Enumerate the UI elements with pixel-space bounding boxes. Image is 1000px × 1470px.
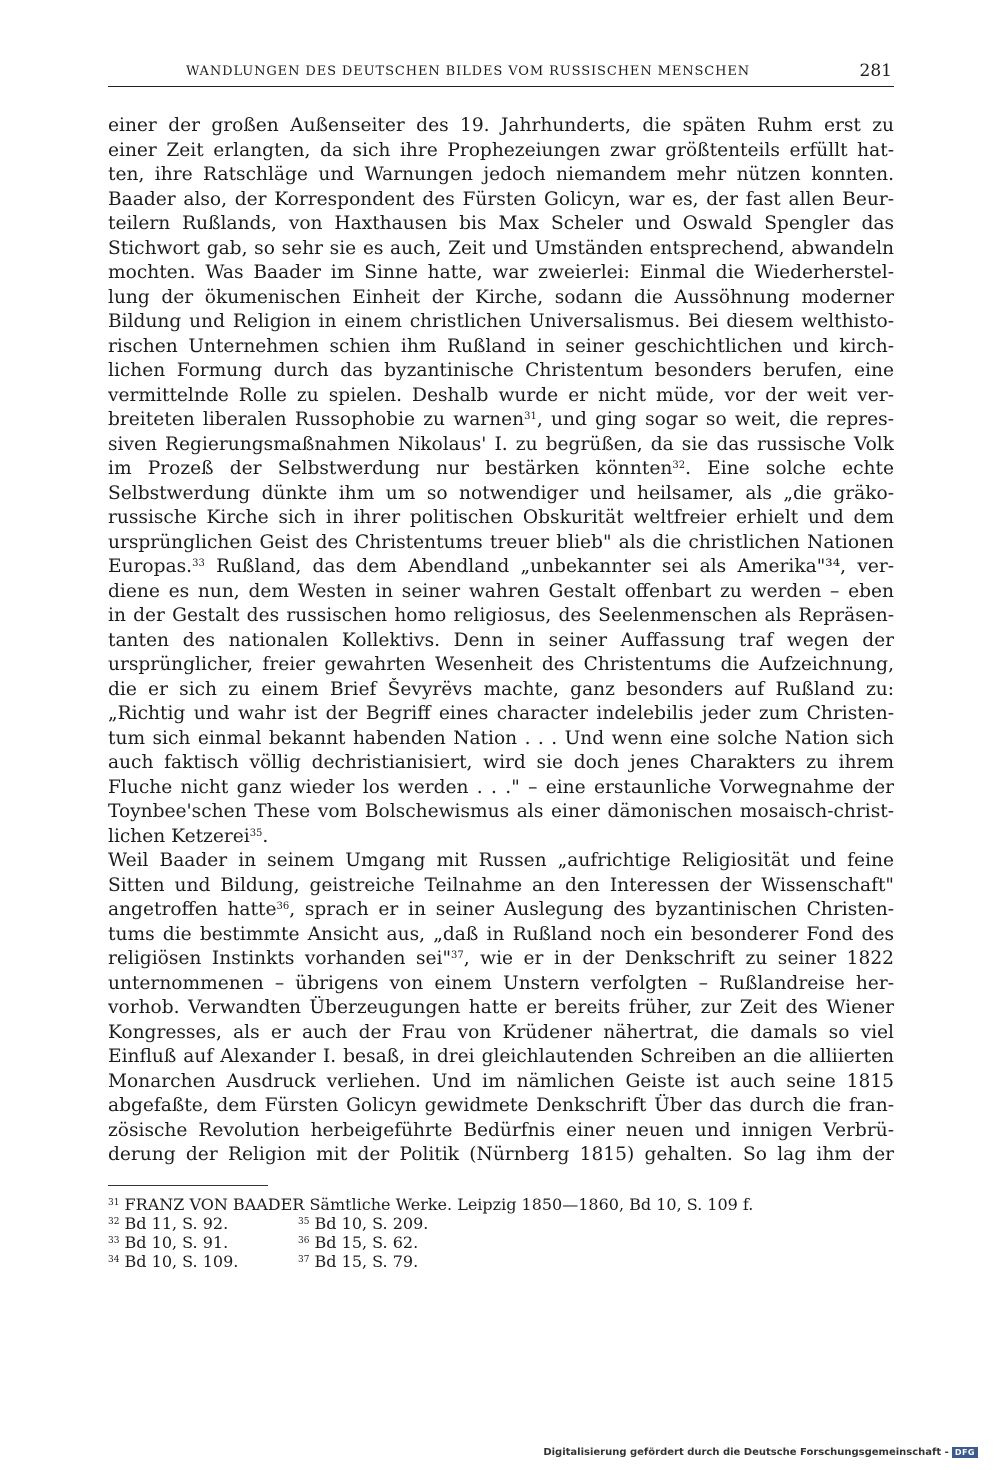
- text-line: auch faktisch völlig dechristianisiert, wird sie doch jenes Charakters zu ihrem: [108, 752, 894, 773]
- footnote-number: 34: [108, 1255, 120, 1265]
- text-line: Selbstwerdung dünkte ihm um so notwendiger und heilsamer, als „die gräko-: [108, 482, 894, 504]
- footnote-text: Bd 15, S. 79.: [314, 1252, 419, 1271]
- text-line: tums die bestimmte Ansicht aus, „daß in Rußland noch ein besonderer Fond des: [108, 923, 894, 945]
- text-line: tanten des nationalen Kollektivs. Denn in seiner Auffassung traf wegen der: [108, 629, 894, 651]
- text-line: breiteten liberalen Russophobie zu warnen$^{31}$, und ging sogar so weit, die repres-: [108, 409, 894, 430]
- footnote-text: FRANZ VON BAADER Sämtliche Werke. Leipzig 1850—1860, Bd 10, S. 109 f.: [124, 1195, 754, 1214]
- text-line: Einfluß auf Alexander I. besaß, in drei gleichlautenden Schreiben an die alliierten: [108, 1046, 894, 1067]
- footnote-row: [108, 1233, 894, 1252]
- footnote-rule: [108, 1185, 268, 1186]
- footnote-text: Bd 10, S. 91.: [124, 1233, 229, 1252]
- page-header: [108, 56, 894, 87]
- text-line: religiösen Instinkts vorhanden sei"$^{37}$, wie er in der Denkschrift zu seiner 1822: [108, 948, 894, 969]
- text-line: lung der ökumenischen Einheit der Kirche, sodann die Aussöhnung moderner: [108, 286, 894, 308]
- text-line: „Richtig und wahr ist der Begriff eines character indelebilis jeder zum Christen-: [108, 703, 894, 724]
- footnote-row: [108, 1214, 894, 1233]
- text-line: ten, ihre Ratschläge und Warnungen jedoch niemandem mehr nützen konnten.: [108, 164, 894, 185]
- text-line: in der Gestalt des russischen homo religiosus, des Seelenmenschen als Repräsen-: [108, 605, 894, 626]
- text-line: Toynbee'schen These vom Bolschewismus als einer dämonischen mosaisch-christ-: [108, 801, 894, 822]
- text-line: Kongresses, als er auch der Frau von Krüdener nähertrat, die damals so viel: [108, 1021, 894, 1043]
- text-line: mochten. Was Baader im Sinne hatte, war zweierlei: Einmal die Wiederherstel-: [108, 262, 894, 283]
- text-line: zösische Revolution herbeigeführte Bedürfnis einer neuen und innigen Verbrü-: [108, 1119, 894, 1141]
- text-line: diene es nun, dem Westen in seiner wahren Gestalt offenbart zu werden – eben: [108, 580, 894, 602]
- text-line: russische Kirche sich in ihrer politischen Obskurität weltfreier erhielt und dem: [108, 507, 894, 528]
- text-line: unternommenen – übrigens von einem Unstern verfolgten – Rußlandreise her-: [108, 972, 894, 994]
- text-line: Sitten und Bildung, geistreiche Teilnahme an den Interessen der Wissenschaft": [108, 874, 894, 896]
- footnote-ref: 35: [249, 827, 263, 839]
- footnote-number: 37: [298, 1255, 310, 1265]
- text-line: vermittelnde Rolle zu spielen. Deshalb wurde er nicht müde, vor der weit ver-: [108, 384, 894, 406]
- text-line: Fluche nicht ganz wieder los werden . . ." – eine erstaunliche Vorwegnahme der: [108, 776, 894, 798]
- text-line: einer der großen Außenseiter des 19. Jahrhunderts, die späten Ruhm erst zu: [108, 115, 894, 136]
- text-line: Bildung und Religion in einem christlichen Universalismus. Bei diesem welthisto-: [108, 311, 894, 332]
- footnote-number: 35: [298, 1217, 310, 1227]
- text-line: Weil Baader in seinem Umgang mit Russen „aufrichtige Religiosität und feine: [108, 850, 894, 871]
- funding-notice: [543, 1447, 978, 1458]
- footnote-number: 36: [298, 1236, 310, 1246]
- text-line: ursprünglicher, freier gewahrten Wesenheit des Christentums die Aufzeichnung,: [108, 654, 894, 675]
- funding-text: Digitalisierung gefördert durch die Deutsche Forschungsgemeinschaft -: [543, 1447, 949, 1458]
- text-line: im Prozeß der Selbstwerdung nur bestärken könnten$^{32}$. Eine solche echte: [108, 458, 894, 479]
- footnote-ref: 37: [451, 950, 464, 961]
- footnote-ref: 31: [524, 411, 537, 422]
- running-head: WANDLUNGEN DES DEUTSCHEN BILDES VOM RUSSISCHEN MENSCHEN: [185, 64, 751, 79]
- text-line: lichen Ketzerei$^{35}$.: [108, 825, 269, 847]
- footnotes: [108, 1195, 894, 1271]
- text-line: lichen Formung durch das byzantinische Christentum besonders berufen, eine: [108, 360, 894, 381]
- text-line: einer Zeit erlangten, da sich ihre Prophezeiungen zwar größtenteils erfüllt hat-: [108, 139, 894, 161]
- text-line: teilern Rußlands, von Haxthausen bis Max Scheler und Oswald Spengler das: [108, 213, 894, 234]
- footnote-text: Bd 15, S. 62.: [314, 1233, 419, 1252]
- footnote-number: 33: [108, 1236, 120, 1246]
- body-text: [108, 114, 894, 1168]
- footnote-ref: 32: [672, 460, 686, 471]
- text-line: Monarchen Ausdruck verliehen. Und im nämlichen Geiste ist auch seine 1815: [108, 1070, 894, 1092]
- footnote-row: [108, 1252, 894, 1271]
- text-line: vorhob. Verwandten Überzeugungen hatte er bereits früher, zur Zeit des Wiener: [108, 997, 894, 1018]
- text-line: Europas.$^{33}$ Rußland, das dem Abendland „unbekannter sei als Amerika"³⁴, ver-: [108, 556, 894, 577]
- footnote-31: [108, 1195, 894, 1214]
- text-line: abgefaßte, dem Fürsten Golicyn gewidmete Denkschrift Über das durch die fran-: [108, 1095, 894, 1116]
- footnote-number: 32: [108, 1217, 120, 1227]
- text-line: die er sich zu einem Brief Ševyrëvs machte, ganz besonders auf Rußland zu:: [108, 678, 894, 700]
- text-line: ursprünglichen Geist des Christentums treuer blieb" als die christlichen Nationen: [108, 531, 894, 553]
- text-line: angetroffen hatte$^{36}$, sprach er in seiner Auslegung des byzantinischen Christen-: [108, 899, 894, 920]
- dfg-logo: DFG: [952, 1447, 978, 1458]
- footnote-text: Bd 10, S. 209.: [314, 1214, 429, 1233]
- footnote-text: Bd 11, S. 92.: [124, 1214, 229, 1233]
- text-line: Stichwort gab, so sehr sie es auch, Zeit und Umständen entsprechend, abwandeln: [108, 237, 894, 259]
- footnote-ref: 33: [192, 558, 205, 569]
- text-line: derung der Religion mit der Politik (Nürnberg 1815) gehalten. So lag ihm der: [108, 1144, 894, 1165]
- text-line: Baader also, der Korrespondent des Fürsten Golicyn, war es, der fast allen Beur-: [108, 188, 894, 210]
- text-line: siven Regierungsmaßnahmen Nikolaus' I. zu begrüßen, da sie das russische Volk: [108, 433, 894, 455]
- page-number: 281: [859, 61, 892, 81]
- footnote-ref: 36: [276, 901, 290, 912]
- text-line: rischen Unternehmen schien ihm Rußland in seiner geschichtlichen und kirch-: [108, 335, 894, 357]
- footnote-number: 31: [108, 1198, 120, 1208]
- text-line: tum sich einmal bekannt habenden Nation . . . Und wenn eine solche Nation sich: [108, 727, 894, 749]
- footnote-text: Bd 10, S. 109.: [124, 1252, 239, 1271]
